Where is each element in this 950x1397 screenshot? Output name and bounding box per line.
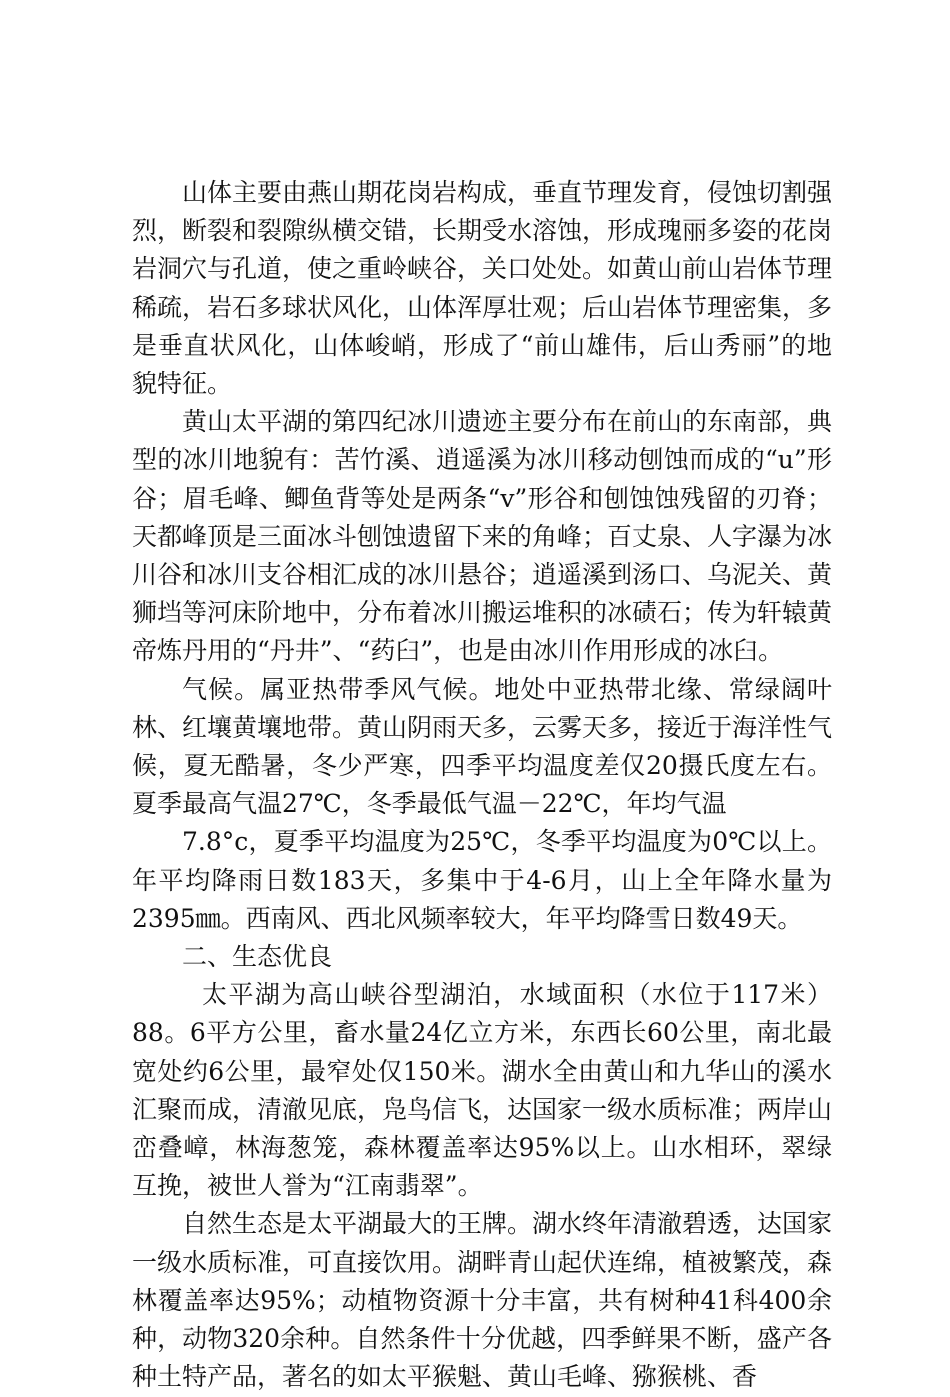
paragraph-glacier-relics: 黄山太平湖的第四纪冰川遗迹主要分布在前山的东南部，典型的冰川地貌有：苦竹溪、逍遥溪为冰川移动刨蚀而成的“u”形谷；眉毛峰、鲫鱼背等处是两条“v”形谷和刨蚀蚀残留的刃脊；天都峰顶是三面冰斗刨蚀遗留下来的角峰；百丈泉、人字瀑为冰川谷和冰川支谷相汇成的冰川悬谷；逍遥溪到汤口、乌泥关、黄狮垱等河床阶地中，分布着冰川搬运堆积的冰碛石；传为轩辕黄帝炼丹用的“丹井”、“药臼”，也是由冰川作用形成的冰臼。 xyxy=(132,407,833,666)
paragraph-temperature-precipitation: 7.8°c，夏季平均温度为25℃，冬季平均温度为0℃以上。年平均降雨日数183天，多集中于4-6月，山上全年降水量为2395㎜。西南风、西北风频率较大，年平均降雪日数49天。 xyxy=(132,827,832,933)
paragraph-natural-ecology: 自然生态是太平湖最大的王牌。湖水终年清澈碧透，达国家一级水质标准，可直接饮用。湖畔青山起伏连绵，植被繁茂，森林覆盖率达95%；动植物资源十分丰富，共有树种41科400余种，动物320余种。自然条件十分优越，四季鲜果不断，盛产各种土特产品，著名的如太平猴魁、黄山毛峰、猕猴桃、香 xyxy=(132,1209,833,1392)
paragraph-granite-landforms: 山体主要由燕山期花岗岩构成，垂直节理发育，侵蚀切割强烈，断裂和裂隙纵横交错，长期受水溶蚀，形成瑰丽多姿的花岗岩洞穴与孔道，使之重岭峡谷，关口处处。如黄山前山岩体节理稀疏，岩石多球状风化，山体浑厚壮观；后山岩体节理密集，多是垂直状风化，山体峻峭，形成了“前山雄伟，后山秀丽”的地貌特征。 xyxy=(132,178,833,399)
paragraph-climate: 气候。属亚热带季风气候。地处中亚热带北缘、常绿阔叶林、红壤黄壤地带。黄山阴雨天多，云雾天多，接近于海洋性气候，夏无酷暑，冬少严寒，四季平均温度差仅20摄氏度左右。夏季最高气温27℃，冬季最低气温－22℃，年均气温 xyxy=(132,674,833,819)
section-heading-ecology: 二、生态优良 xyxy=(182,942,333,972)
document-body xyxy=(132,174,832,1397)
paragraph-lake-overview: 太平湖为高山峡谷型湖泊，水域面积（水位于117米）88。6平方公里，畜水量24亿立方米，东西长60公里，南北最宽处约6公里，最窄处仅150米。湖水全由黄山和九华山的溪水汇聚而成，清澈见底，凫鸟信飞，达国家一级水质标准；两岸山峦叠嶂，林海葱笼，森林覆盖率达95%以上。山水相环，翠绿互挽，被世人誉为“江南翡翠”。 xyxy=(132,980,833,1201)
